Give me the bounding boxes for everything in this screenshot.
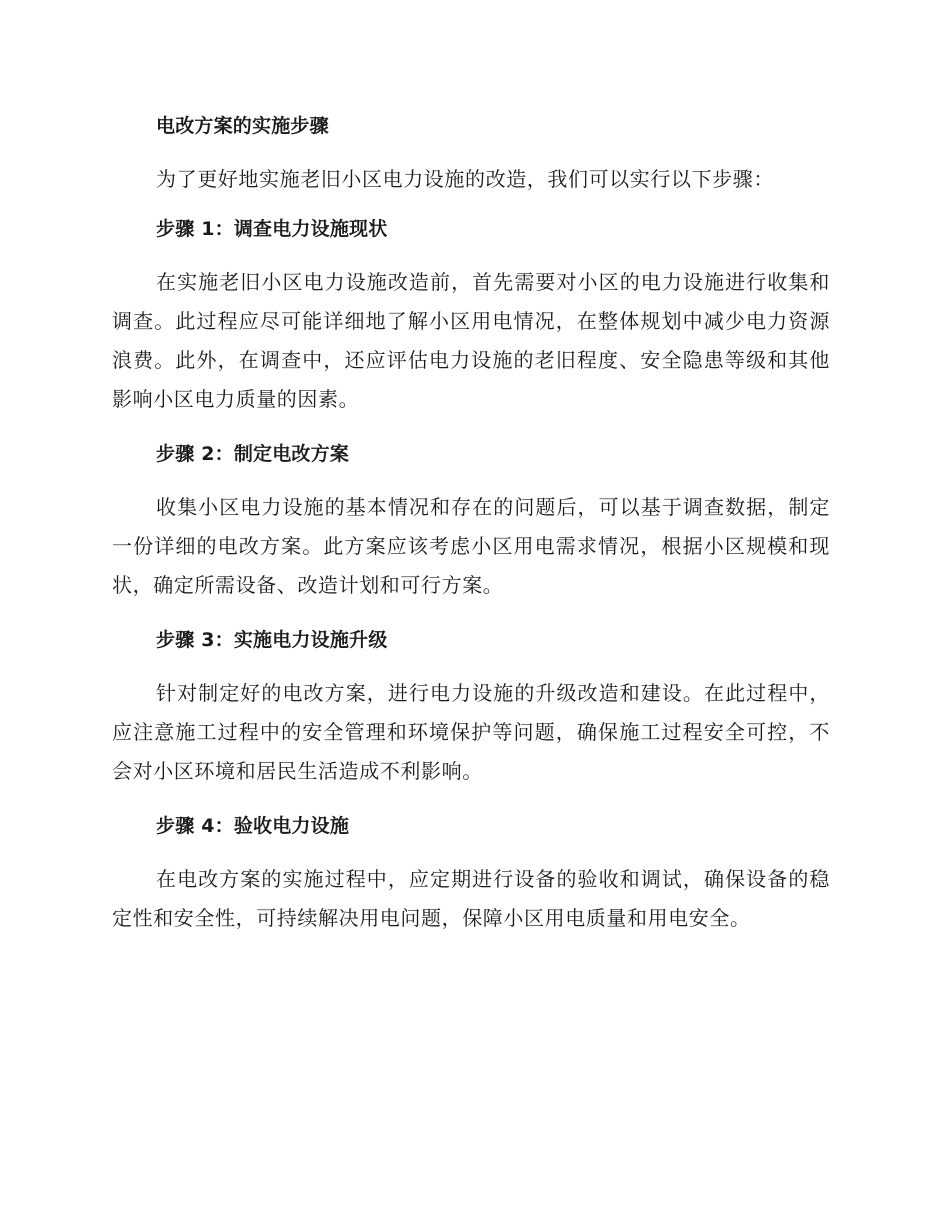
step-4-heading: 步骤 4：验收电力设施 xyxy=(156,815,350,837)
document-body xyxy=(112,108,830,955)
step-1-heading: 步骤 1：调查电力设施现状 xyxy=(156,218,388,240)
step-4-paragraph: 在电改方案的实施过程中，应定期进行设备的验收和调试，确保设备的稳定性和安全性，可持续解决用电问题，保障小区用电质量和用电安全。 xyxy=(112,867,830,930)
step-3-heading: 步骤 3：实施电力设施升级 xyxy=(156,629,388,651)
intro-paragraph: 为了更好地实施老旧小区电力设施的改造，我们可以实行以下步骤： xyxy=(156,167,774,191)
step-2-heading: 步骤 2：制定电改方案 xyxy=(156,443,350,465)
step-1-paragraph: 在实施老旧小区电力设施改造前，首先需要对小区的电力设施进行收集和调查。此过程应尽可能详细地了解小区用电情况，在整体规划中减少电力资源浪费。此外，在调查中，还应评估电力设施的老旧程度、安全隐患等级和其他影响小区电力质量的因素。 xyxy=(112,270,830,411)
step-3-paragraph: 针对制定好的电改方案，进行电力设施的升级改造和建设。在此过程中，应注意施工过程中的安全管理和环境保护等问题，确保施工过程安全可控，不会对小区环境和居民生活造成不利影响。 xyxy=(112,681,830,783)
document-title: 电改方案的实施步骤 xyxy=(156,115,329,137)
step-2-paragraph: 收集小区电力设施的基本情况和存在的问题后，可以基于调查数据，制定一份详细的电改方案。此方案应该考虑小区用电需求情况，根据小区规模和现状，确定所需设备、改造计划和可行方案。 xyxy=(112,495,830,597)
